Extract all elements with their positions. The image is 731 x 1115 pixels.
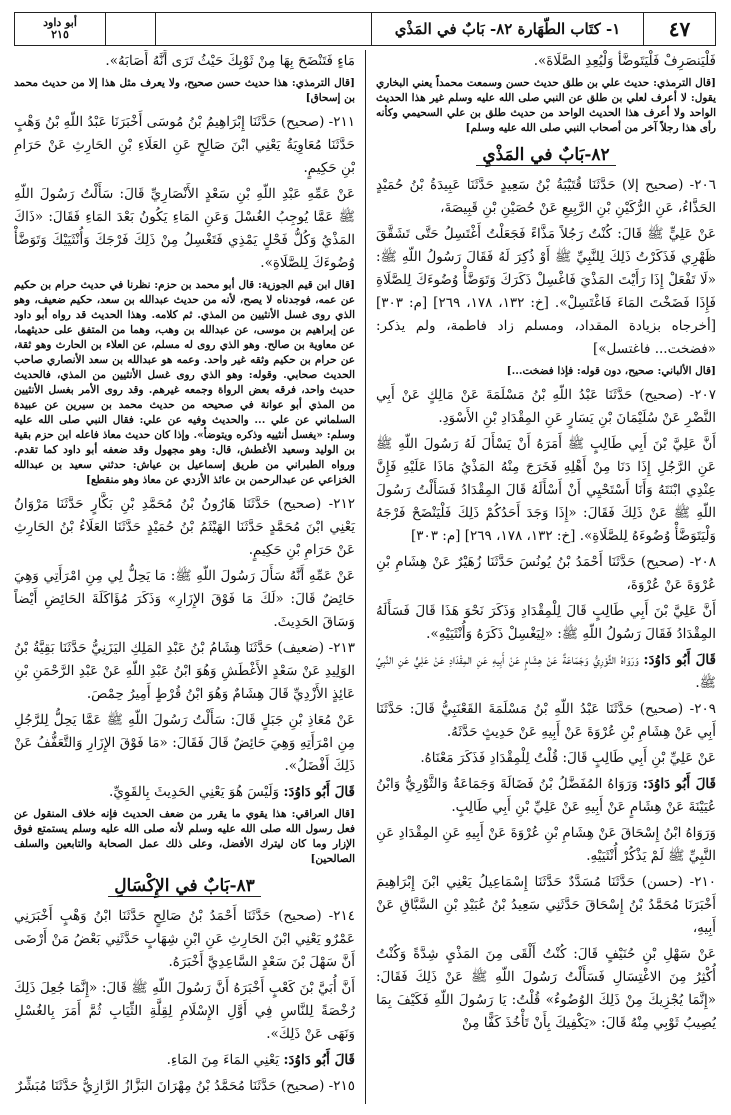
book-label: [15, 13, 105, 45]
footnote: [قال العراقي: هذا يقوي ما يقرر من ضعف الحديث فإنه خلاف المنقول عن فعل رسول الله صلى الله عليه وسلم لأنه صلى الله عليه وسلم يستمتع فوق الإزار وما كان ليترك الأفضل، وعلى ذلك عمل الصحابة والتابعين والسلف الصالحين]: [14, 808, 355, 865]
header-blank-cell: [155, 13, 371, 45]
abu-dawud-comment: [376, 773, 716, 819]
hadith-214-matn: أَنَّ أُبَيَّ بْنَ كَعْبٍ أَخْبَرَهُ أَنَّ رَسُولَ اللّهِ ﷺ قَالَ: «إِنَّمَا جُعِلَ ذَلِكَ رُخْصَةً لِلنَّاسِ فِي أَوَّلِ الإِسْلَامِ لِقِلَّةِ الثِّيَابِ ثُمَّ أَمَرَ بِالغُسْلِ وَنَهَى عَنْ ذَلِكَ».: [14, 980, 355, 1042]
book-volume: ٢١٥: [51, 28, 69, 41]
hadith-214-isnad: ٢١٤- (صحيح) حَدَّثَنَا أَحْمَدُ بْنُ صَالِحٍ حَدَّثَنَا ابْنُ وَهْبٍ أَخْبَرَنِي عَمْرٌو يَعْنِي ابْنَ الحَارِثِ عَنِ ابْنِ شِهَابٍ حَدَّثَنِي بَعْضُ مَنْ أَرْضَى أَنَّ سَهْلَ بْنَ سَعْدٍ السَّاعِدِيَّ أَخْبَرَهُ.: [14, 908, 355, 970]
book-name: أبو داود: [43, 16, 77, 29]
left-column: [14, 50, 365, 1104]
abu-dawud-label: قَالَ أَبُو دَاوُدَ:: [283, 1052, 355, 1068]
hadith-207-matn: أَنَّ عَلِيَّ بْنَ أَبِي طَالِبٍ ﷺ أَمَرَهُ أَنْ يَسْأَلَ لَهُ رَسُولَ اللّهِ ﷺ عَنِ الرَّجُلِ إِذَا دَنَا مِنْ أَهْلِهِ فَخَرَجَ مِنْهُ المَذْيُ مَاذَا عَلَيْهِ فَإِنَّ عِنْدِي ابْنَتَهُ وَأَنَا أَسْتَحْيِي أَنْ أَسْأَلَهُ قَالَ المِقْدَادُ فَسَأَلْتُ رَسُولَ اللّهِ ﷺ عَنْ ذَلِكَ فَقَالَ: «إِذَا وَجَدَ أَحَدُكُمْ ذَلِكَ فَلْيَنْضَحْ فَرْجَهُ وَلْيَتَوَضَّأْ وُضُوءَهُ لِلصَّلَاةِ». [خ: ١٣٢، ١٧٨، ٢٦٩] [م: ٣٠٣]: [376, 436, 716, 544]
abu-dawud-label: قَالَ أَبُو دَاوُدَ:: [642, 776, 716, 792]
hadith-208-matn: أَنَّ عَلِيَّ بْنَ أَبِي طَالِبٍ قَالَ لِلْمِقْدَادِ وَذَكَرَ نَحْوَ هَذَا قَالَ فَسَأَلَهُ المِقْدَادُ فَقَالَ رَسُولُ اللّهِ ﷺ: «لِيَغْسِلْ ذَكَرَهُ وَأُنْثَيَيْهِ».: [376, 603, 716, 642]
comment-text: وَرَوَاهُ الثَّوْرِيُّ وَجَمَاعَةٌ عَنْ هِشَامٍ عَنْ أَبِيهِ عَنِ المِقْدَادِ عَنْ عَلِيٍّ عَنِ النَّبِيِّ ﷺ.: [376, 652, 716, 691]
comment-text: وَرَوَاهُ المُفَضَّلُ بْنُ فَضَالَةَ وَجَمَاعَةٌ وَالثَّوْرِيُّ وَابْنُ عُيَيْنَةَ عَنْ هِشَامٍ عَنْ أَبِيهِ عَنْ عَلِيِّ بْنِ أَبِي طَالِبٍ.: [376, 776, 716, 815]
footnote: [قال ابن قيم الجوزية: قال أبو محمد بن حزم: نظرنا في حديث حرام بن حكيم عن عمه، فوجدناه لا يصح، لأنه من حديث عبدالله بن سعد، حكيم ضعيف، وهو الذي روى غسل الأنثيين من المذي. ثم كلامه. وهذا الحديث قد رواه أبو داود عن إبراهيم بن موسى، عن عبدالله بن وهب، وهما من المتفق على حديثهما، عن معاوية بن صالح. وهو الذي روى له مسلم، عن العلاء بن الحارث وهو ثقة، عن حرام بن حكيم وثقه غير واحد. وعمه هو عبدالله بن سعد الأنصاري صاحب الحديث صحابي. وقوله: وهو الذي روى غسل الأنثيين من المذي، فالحديث حديث واحد، فرقه بعض الرواة وجمعه غيرهم. وقد روى الأمر بغسل الأنثيين من المذي أبو عوانة في صحيحه من حديث محمد بن سيرين عن عبيدة السلماني عن علي ... والحديث وفيه عن علي: فقال النبي صلى الله عليه وسلم: «يغسل أنثييه وذكره ويتوضأ». وإذا كان حديث معاذ فاعله ابن حزم بقية بن الوليد وسعيد الأغطش، قال: وهو مجهول وقد ضعفه أبو داود كما تقدم. ورواه الطبراني من طريق إسماعيل بن عياش: حدثني سعيد بن عبدالله الخزاعي عن عبدالرحمن بن عائذ الأزدي عن معاذ وهو منقطع]: [14, 279, 355, 486]
section-heading: [376, 142, 716, 168]
hadith-210-isnad: ٢١٠- (حسن) حَدَّثَنَا مُسَدَّدٌ حَدَّثَنَا إِسْمَاعِيلُ يَعْنِي ابْنَ إِبْرَاهِيمَ أَخْبَرَنَا مُحَمَّدُ بْنُ إِسْحَاقَ حَدَّثَنِي سَعِيدُ بْنُ عُبَيْدِ بْنِ السَّبَّاقِ عَنْ أَبِيهِ،: [376, 874, 716, 936]
header-blank-cell-small: [105, 13, 155, 45]
hadith-207-isnad: ٢٠٧- (صحيح) حَدَّثَنَا عَبْدُ اللّهِ بْنُ مَسْلَمَةَ عَنْ مَالِكٍ عَنْ أَبِي النَّضْرِ عَنْ سُلَيْمَانَ بْنِ يَسَارٍ عَنِ المِقْدَادِ بْنِ الأَسْوَدِ.: [376, 387, 716, 426]
hadith-210-matn: عَنْ سَهْلِ بْنِ حُنَيْفٍ قَالَ: كُنْتُ أَلْقَى مِنَ المَذْيِ شِدَّةً وَكُنْتُ أُكْثِرُ مِنَ الاغْتِسَالِ فَسَأَلْتُ رَسُولَ اللّهِ ﷺ عَنْ ذَلِكَ فَقَالَ: «إِنَّمَا يُجْزِيكَ مِنْ ذَلِكَ الوُضُوءُ» قُلْتُ: يَا رَسُولَ اللّهِ فَكَيْفَ بِمَا يُصِيبُ ثَوْبِي مِنْهُ قَالَ: «يَكْفِيكَ بِأَنْ تَأْخُذَ كَفًّا مِنْ: [376, 946, 716, 1031]
paragraph: وَرَوَاهُ ابْنُ إِسْحَاقَ عَنْ هِشَامِ بْنِ عُرْوَةَ عَنْ أَبِيهِ عَنِ المِقْدَادِ عَنِ النَّبِيِّ ﷺ لَمْ يَذْكُرْ أُنْثَيَيْهِ.: [376, 825, 716, 864]
paragraph: فَلْيَنصَرِفْ فَلْيَتَوضَّأْ وَلْيُعِدِ الصَّلَاةَ».: [533, 53, 716, 69]
hadith-213-matn: عَنْ مُعَاذِ بْنِ جَبَلٍ قَالَ: سَأَلْتُ رَسُولَ اللّهِ ﷺ عَمَّا يَحِلُّ لِلرَّجُلِ مِنِ امْرَأَتِهِ وَهِيَ حَائِضٌ قَالَ فَقَالَ: «مَا فَوْقَ الإِزَارِ وَالتَّعَفُّفُ عَنْ ذَلِكَ أَفْضَلُ».: [14, 712, 355, 774]
comment-text: يَعْنِي المَاءَ مِنَ المَاءِ.: [166, 1052, 280, 1068]
paragraph: مَاءٍ فَتَنْضَحَ بِهَا مِنْ ثَوْبِكَ حَيْثُ تَرَى أَنَّهُ أَصَابَهُ».: [105, 53, 355, 69]
footnote: [قال الترمذي: هذا حديث حسن صحيح، ولا يعرف مثل هذا إلا من حديث محمد بن إسحاق]: [14, 77, 355, 104]
section-heading-text: ٨٣-بَابٌ في الإِكْسَالِ: [108, 876, 261, 897]
hadith-211-isnad: ٢١١- (صحيح) حَدَّثَنَا إِبْرَاهِيمُ بْنُ مُوسَى أَخْبَرَنَا عَبْدُ اللّهِ بْنُ وَهْبٍ حَدَّثَنَا مُعَاوِيَةُ يَعْنِي ابْنَ صَالِحٍ عَنِ العَلَاءِ بْنِ الحَارِثِ عَنْ حَرَامِ بْنِ حَكِيمٍ.: [14, 114, 355, 176]
hadith-212-matn: عَنْ عَمِّهِ أَنَّهُ سَأَلَ رَسُولَ اللّهِ ﷺ: مَا يَحِلُّ لِي مِنِ امْرَأَتِي وَهِيَ حَائِضٌ قَالَ: «لَكَ مَا فَوْقَ الإِزَارِ» وَذَكَرَ مُؤَاكَلَةَ الحَائِضِ أَيْضاً وَسَاقَ الحَدِيثَ.: [14, 568, 355, 630]
abu-dawud-comment: [376, 649, 716, 695]
right-column: [365, 50, 716, 1104]
hadith-206-isnad: ٢٠٦- (صحيح إلا) حَدَّثَنَا قُتَيْبَةُ بْنُ سَعِيدٍ حَدَّثَنَا عَبِيدَةُ بْنُ حُمَيْدٍ الحَذَّاءُ، عَنِ الرُّكَيْنِ بْنِ الرَّبِيعِ عَنْ حُصَيْنِ بْنِ قَبِيصَةَ،: [376, 177, 716, 216]
book-page: [14, 12, 716, 1104]
section-heading-text: ٨٢-بَابٌ في المَذْيِ: [476, 145, 615, 166]
footnote: [قال الترمذي: حديث علي بن طلق حديث حسن وسمعت محمداً يعني البخاري يقول: لا أعرف لعلي بن طلق عن النبي صلى الله عليه وسلم غير هذا الحديث الواحد ولا أعرف هذا الحديث الواحد من حديث طلق بن علي السحيمي وكأنه رأى هذا رجلاً آخر من أصحاب النبي صلى الله عليه وسلم]: [376, 77, 716, 134]
footnote: [قال الألباني: صحيح، دون قوله: فإذا فضخت...]: [506, 365, 716, 377]
abu-dawud-comment: [14, 1049, 355, 1072]
comment-text: وَلَيْسَ هُوَ يَعْنِي الحَدِيثَ بِالقَوِيِّ.: [109, 784, 280, 800]
abu-dawud-label: قَالَ أَبُو دَاوُدَ:: [283, 784, 355, 800]
hadith-209-isnad: ٢٠٩- (صحيح) حَدَّثَنَا عَبْدُ اللّهِ بْنُ مَسْلَمَةَ القَعْنَبِيُّ قَالَ: حَدَّثَنَا أَبِي عَنْ هِشَامِ بْنِ عُرْوَةَ عَنْ أَبِيهِ عَنْ حَدِيثٍ حَدَّثَهُ.: [376, 701, 716, 740]
hadith-209-matn: عَنْ عَلِيِّ بْنِ أَبِي طَالِبٍ قَالَ: قُلْتُ لِلْمِقْدَادِ فَذَكَرَ مَعْنَاهُ.: [420, 750, 716, 766]
hadith-215-isnad: ٢١٥- (صحيح) حَدَّثَنَا مُحَمَّدُ بْنُ مِهْرَانَ البَزَّازُ الرَّازِيُّ حَدَّثَنَا مُبَشِّرٌ: [15, 1078, 355, 1094]
text-columns: [14, 50, 716, 1104]
section-heading: [14, 873, 355, 899]
hadith-212-isnad: ٢١٢- (صحيح) حَدَّثَنَا هَارُونُ بْنُ مُحَمَّدِ بْنِ بَكَّارٍ حَدَّثَنَا مَرْوَانُ يَعْنِي ابْنَ مُحَمَّدٍ حَدَّثَنَا الهَيْثَمُ بْنُ حُمَيْدٍ حَدَّثَنَا العَلَاءُ بْنُ الحَارِثِ عَنْ حَرَامِ بْنِ حَكِيمٍ.: [14, 496, 355, 558]
hadith-213-isnad: ٢١٣- (ضعيف) حَدَّثَنَا هِشَامُ بْنُ عَبْدِ المَلِكِ اليَزَنِيُّ حَدَّثَنَا بَقِيَّةُ بْنُ الوَلِيدِ عَنْ سَعْدٍ الأَغْطَشِ وَهُوَ ابْنُ عَبْدِ اللّهِ عَنْ عَبْدِ الرَّحْمَنِ بْنِ عَائِذٍ الأَزْدِيِّ قَالَ هِشَامٌ وَهُوَ ابْنُ قُرْطٍ أَمِيرُ حِمْصَ.: [14, 640, 355, 702]
hadith-206-matn: عَنْ عَلِيٍّ ﷺ قَالَ: كُنْتُ رَجُلاً مَذَّاءً فَجَعَلْتُ أَغْتَسِلُ حَتَّى تَشَقَّقَ ظَهْرِي فَذَكَرْتُ ذَلِكَ لِلنَّبِيِّ ﷺ أَوْ ذُكِرَ لَهُ فَقَالَ رَسُولُ اللّهِ ﷺ: «لَا تَفْعَلْ إِذَا رَأَيْتَ المَذْيَ فَاغْسِلْ ذَكَرَكَ وَتَوَضَّأْ وُضُوءَكَ لِلصَّلَاةِ فَإِذَا فَضَخْتَ المَاءَ فَاغْتَسِلْ». [خ: ١٣٢، ١٧٨، ٢٦٩] [م: ٣٠٣] [أخرجاه بزيادة المقداد، ومسلم زاد فاطمة، ولم يذكر: «فضخت... فاغتسل»]: [376, 226, 716, 357]
chapter-title: ١- كتَاب الطّهَارة ٨٢- بَابٌ في المَذْي: [371, 13, 643, 45]
hadith-208-isnad: ٢٠٨- (صحيح) حَدَّثَنَا أَحْمَدُ بْنُ يُونُسَ حَدَّثَنَا زُهَيْرٌ عَنْ هِشَامِ بْنِ عُرْوَةَ عَنْ عُرْوَةَ،: [376, 554, 716, 593]
page-number: ٤٧: [643, 13, 715, 45]
page-header: [14, 12, 716, 46]
hadith-211-matn: عَنْ عَمِّهِ عَبْدِ اللّهِ بْنِ سَعْدٍ الأَنْصَارِيِّ قَالَ: سَأَلْتُ رَسُولَ اللّهِ ﷺ عَمَّا يُوجِبُ الغُسْلَ وَعَنِ المَاءِ يَكُونُ بَعْدَ المَاءِ فَقَالَ: «ذَاكَ المَذْيُ وَكُلُّ فَحْلٍ يَمْذِي فَتَغْسِلُ مِنْ ذَلِكَ فَرْجَكَ وَأُنْثَيَيْكَ وَتَوَضَّأْ وُضُوءَكَ لِلصَّلَاةِ».: [14, 186, 355, 271]
abu-dawud-comment: [14, 781, 355, 804]
abu-dawud-label: قَالَ أَبُو دَاوُدَ:: [643, 652, 716, 668]
